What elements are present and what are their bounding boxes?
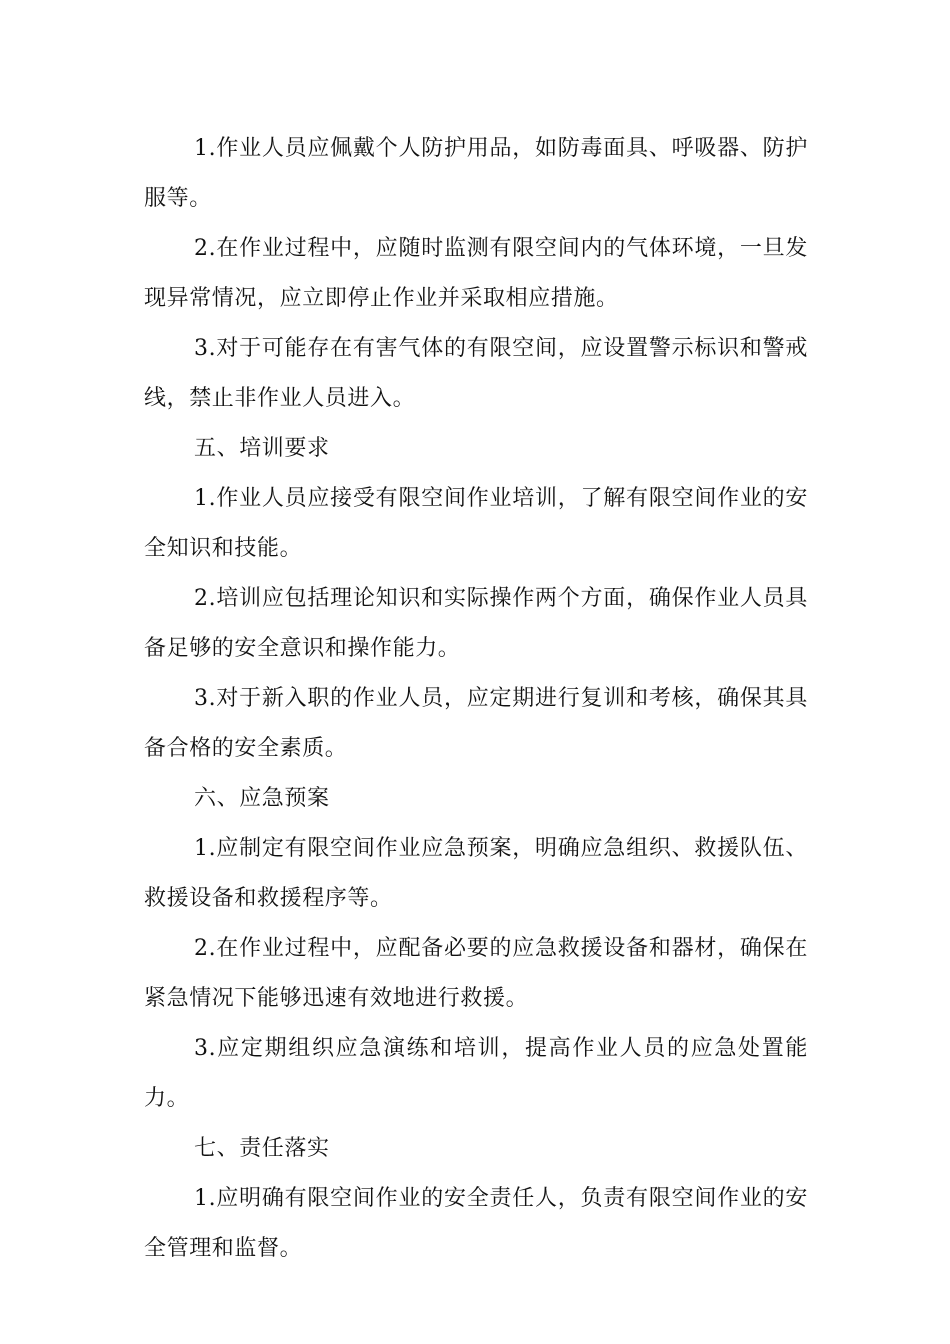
paragraph-emergency-1: 1.应制定有限空间作业应急预案，明确应急组织、救援队伍、救援设备和救援程序等。 [144,836,808,911]
paragraph-training-2: 2.培训应包括理论知识和实际操作两个方面，确保作业人员具备足够的安全意识和操作能力。 [144,586,808,661]
paragraph-emergency-2: 2.在作业过程中，应配备必要的应急救援设备和器材，确保在紧急情况下能够迅速有效地进行救援。 [144,936,808,1011]
paragraph-emergency-3: 3.应定期组织应急演练和培训，提高作业人员的应急处置能力。 [144,1036,808,1111]
paragraph-warning-signs: 3.对于可能存在有害气体的有限空间，应设置警示标识和警戒线，禁止非作业人员进入。 [144,336,808,411]
paragraph-gas-monitoring: 2.在作业过程中，应随时监测有限空间内的气体环境，一旦发现异常情况，应立即停止作业并采取相应措施。 [144,236,808,311]
paragraph-training-3: 3.对于新入职的作业人员，应定期进行复训和考核，确保其具备合格的安全素质。 [144,686,808,761]
paragraph-responsibility-1: 1.应明确有限空间作业的安全责任人，负责有限空间作业的安全管理和监督。 [144,1186,808,1261]
section-heading-responsibility: 七、责任落实 [194,1136,330,1161]
paragraph-training-1: 1.作业人员应接受有限空间作业培训，了解有限空间作业的安全知识和技能。 [144,486,808,561]
section-heading-emergency: 六、应急预案 [194,786,330,811]
paragraph-ppe: 1.作业人员应佩戴个人防护用品，如防毒面具、呼吸器、防护服等。 [144,136,808,211]
section-heading-training: 五、培训要求 [194,436,330,461]
document-body [144,124,808,1274]
